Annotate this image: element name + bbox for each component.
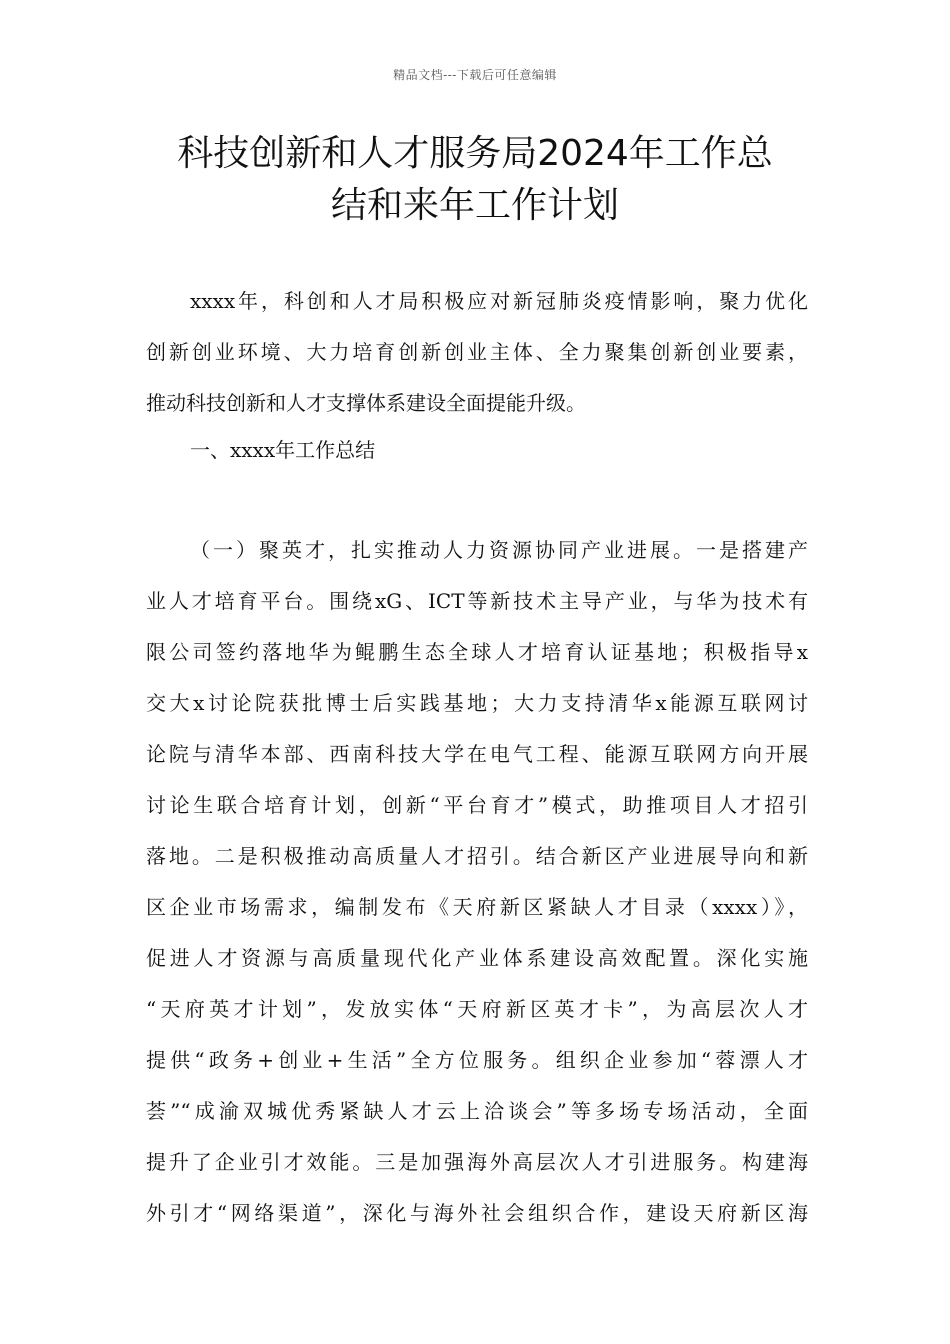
paragraph-line: xxxx年，科创和人才局积极应对新冠肺炎疫情影响，聚力优化 (190, 289, 808, 313)
paragraph-line: 限公司签约落地华为鲲鹏生态全球人才培育认证基地；积极指导x (146, 640, 808, 664)
paragraph-line: （一）聚英才，扎实推动人力资源协同产业进展。一是搭建产 (190, 538, 808, 562)
document-title (120, 128, 830, 232)
section-heading (146, 425, 808, 476)
paragraph-line: 讨论生联合培育计划，创新“平台育才”模式，助推项目人才招引 (146, 793, 808, 817)
section-1-paragraph (146, 525, 808, 1239)
paragraph-line: “天府英才计划”，发放实体“天府新区英才卡”，为高层次人才 (146, 997, 808, 1021)
paragraph-line: 促进人才资源与高质量现代化产业体系建设高效配置。深化实施 (146, 946, 808, 970)
paragraph-line: 创新创业环境、大力培育创新创业主体、全力聚集创新创业要素， (146, 340, 808, 364)
paragraph-line: 落地。二是积极推动高质量人才招引。结合新区产业进展导向和新 (146, 844, 808, 868)
title-line-1: 科技创新和人才服务局2024年工作总 (177, 133, 773, 174)
paragraph-line: 提供“政务+创业+生活”全方位服务。组织企业参加“蓉漂人才 (146, 1048, 808, 1072)
paragraph-line: 论院与清华本部、西南科技大学在电气工程、能源互联网方向开展 (146, 742, 808, 766)
paragraph-line: 交大x讨论院获批博士后实践基地；大力支持清华x能源互联网讨 (146, 691, 808, 715)
paragraph-line: 推动科技创新和人才支撑体系建设全面提能升级。 (146, 391, 586, 415)
paragraph-line: 外引才“网络渠道”，深化与海外社会组织合作，建设天府新区海 (146, 1201, 808, 1225)
paragraph-line: 业人才培育平台。围绕xG、ICT等新技术主导产业，与华为技术有 (146, 589, 808, 613)
title-line-2: 结和来年工作计划 (330, 185, 619, 226)
header-note: 精品文档---下载后可任意编辑 (393, 68, 557, 82)
section-heading-text: 一、xxxx年工作总结 (190, 438, 376, 462)
paragraph-line: 荟”“成渝双城优秀紧缺人才云上洽谈会”等多场专场活动，全面 (146, 1099, 808, 1123)
paragraph-line: 区企业市场需求，编制发布《天府新区紧缺人才目录（xxxx）》， (146, 895, 808, 919)
paragraph-line: 提升了企业引才效能。三是加强海外高层次人才引进服务。构建海 (146, 1150, 808, 1174)
intro-paragraph (146, 276, 808, 429)
